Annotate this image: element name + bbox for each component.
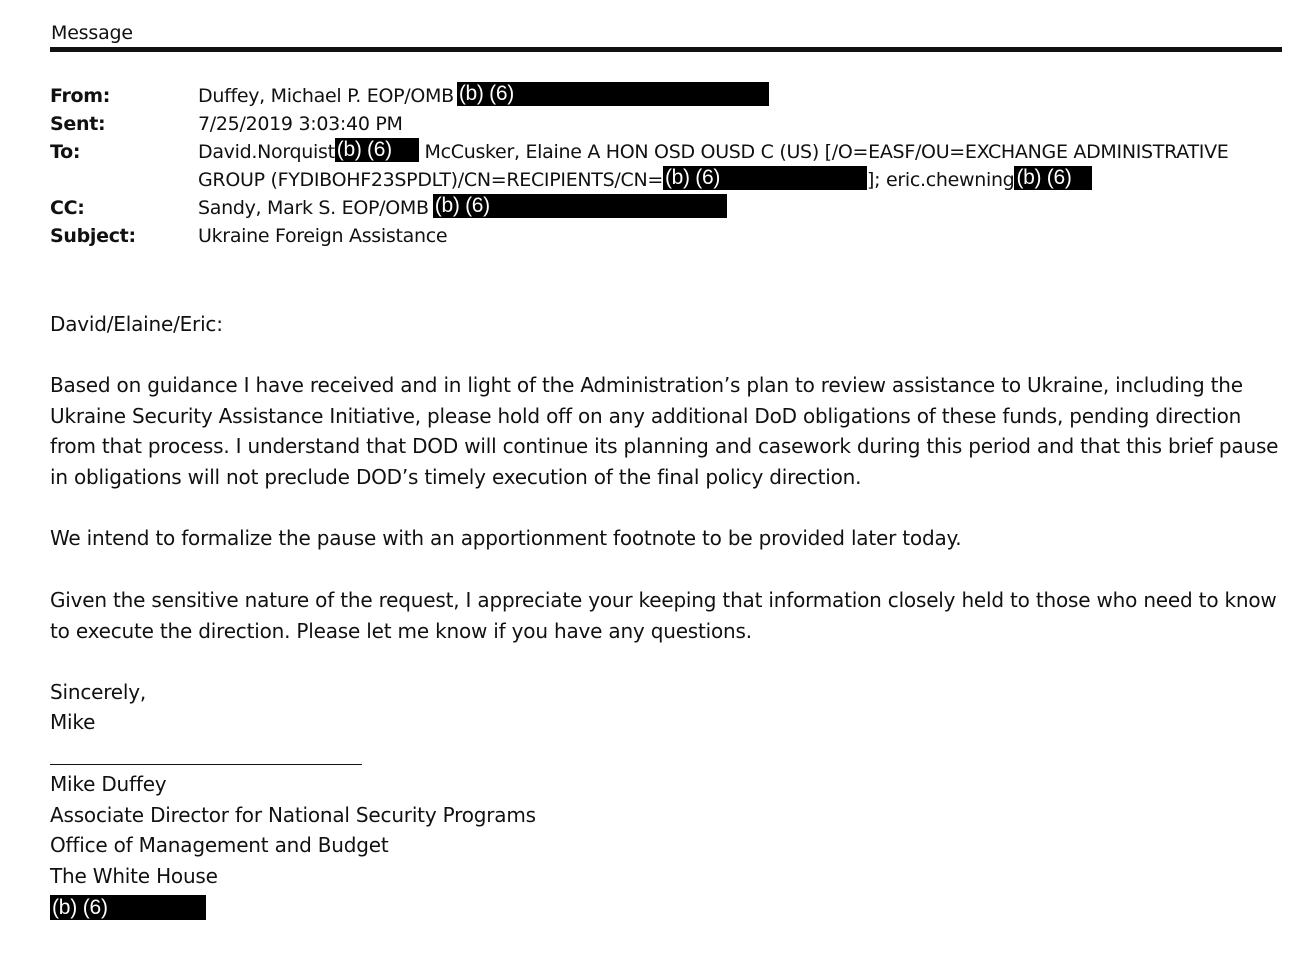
- message-label: Message: [51, 22, 133, 44]
- to-value-line1: [198, 138, 1228, 166]
- to-label: To:: [50, 141, 81, 163]
- to-recipient-norquist: David.Norquist: [198, 141, 335, 163]
- closing-name: Mike: [50, 710, 96, 734]
- greeting: David/Elaine/Eric:: [50, 312, 223, 336]
- signature-divider: [50, 764, 362, 765]
- sent-value: 7/25/2019 3:03:40 PM: [198, 113, 403, 135]
- signature-redaction-row: [50, 895, 1286, 929]
- sent-label: Sent:: [50, 113, 106, 135]
- body-paragraph-3: Given the sensitive nature of the request, I appreciate your keeping that information closely held to those who need to know to execute the direction. Please let me know if you have any questions.: [50, 588, 1277, 643]
- cc-text: Sandy, Mark S. EOP/OMB: [198, 197, 429, 219]
- subject-label: Subject:: [50, 225, 136, 247]
- subject-value: Ukraine Foreign Assistance: [198, 225, 448, 247]
- from-text: Duffey, Michael P. EOP/OMB: [198, 85, 454, 107]
- redaction-box: (b) (6): [433, 194, 727, 218]
- redaction-box: (b) (6): [335, 138, 419, 162]
- redaction-box: (b) (6): [457, 82, 769, 106]
- header-divider: [50, 47, 1282, 52]
- to-recipient-group: GROUP (FYDIBOHF23SPDLT)/CN=RECIPIENTS/CN=: [198, 169, 663, 191]
- signature-org: The White House: [50, 864, 218, 888]
- redaction-box: (b) (6): [1014, 166, 1092, 190]
- to-recipient-mccusker: McCusker, Elaine A HON OSD OUSD C (US) [/O=EASF/OU=EXCHANGE ADMINISTRATIVE: [418, 141, 1229, 163]
- signature-title: Associate Director for National Security Programs: [50, 803, 536, 827]
- body-paragraph-2: We intend to formalize the pause with an apportionment footnote to be provided later today.: [50, 526, 962, 550]
- redaction-box: (b) (6): [663, 166, 867, 190]
- body-paragraph-1: Based on guidance I have received and in light of the Administration’s plan to review assistance to Ukraine, including the Ukraine Security Assistance Initiative, please hold off on any additional DoD obligations of these funds, pending direction from that process. I understand that DOD will continue its planning and casework during this period and that this brief pause in obligations will not preclude DOD’s timely execution of the final policy direction.: [50, 373, 1279, 490]
- from-label: From:: [50, 85, 111, 107]
- to-value-line2: [198, 166, 1092, 194]
- signature-name: Mike Duffey: [50, 772, 167, 796]
- cc-label: CC:: [50, 197, 85, 219]
- signature-office: Office of Management and Budget: [50, 833, 389, 857]
- from-value: [198, 82, 769, 110]
- redaction-box: (b) (6): [50, 895, 206, 920]
- to-recipient-chewning: ]; eric.chewning: [866, 169, 1015, 191]
- closing: Sincerely,: [50, 680, 147, 704]
- cc-value: [198, 194, 727, 222]
